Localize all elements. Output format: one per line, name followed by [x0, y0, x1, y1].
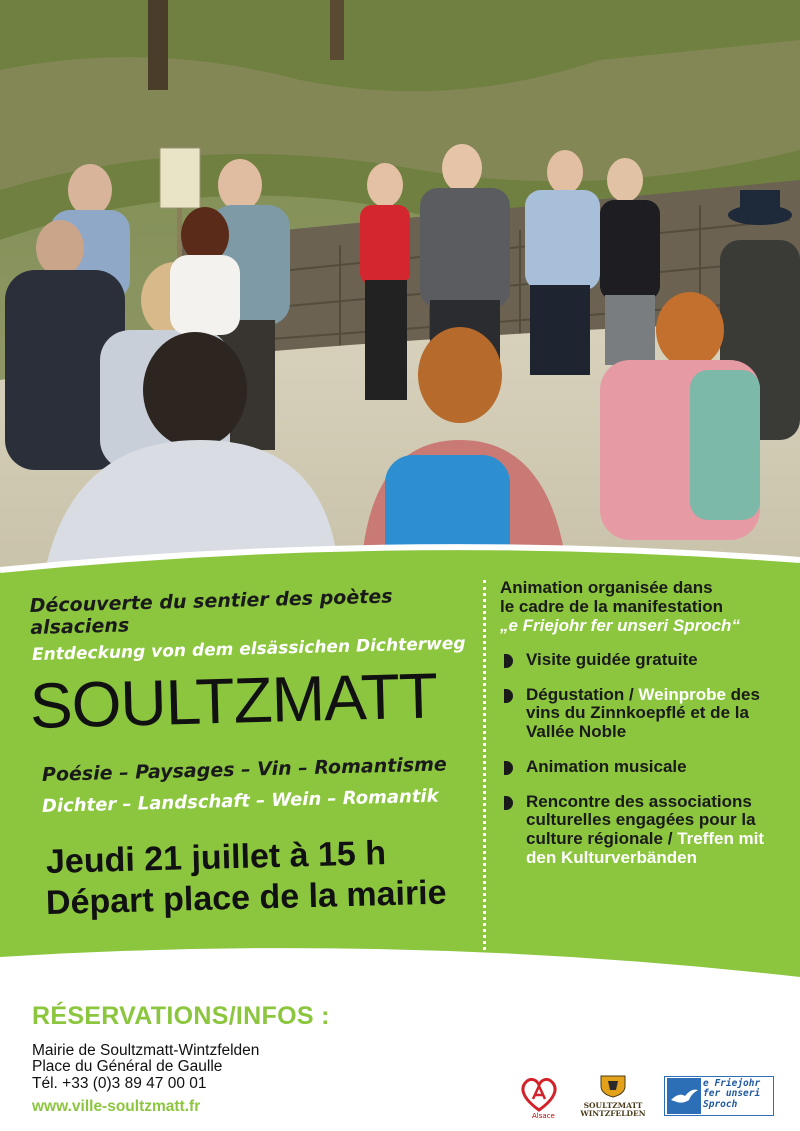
alsace-logo — [516, 1074, 562, 1118]
intro-quote: „e Friejohr fer unseri Sproch“ — [500, 616, 740, 636]
program-intro — [500, 578, 780, 635]
program-column — [500, 578, 780, 883]
friejohr-line-3: Sproch — [703, 1098, 738, 1110]
website-link[interactable]: www.ville-soultzmatt.fr — [32, 1097, 201, 1115]
list-item-text: Animation musicale — [526, 756, 687, 776]
friejohr-logo-text — [703, 1079, 760, 1110]
bullet-icon — [504, 689, 513, 703]
bullet-icon — [504, 761, 513, 775]
contact-phone: Tél. +33 (0)3 89 47 00 01 — [32, 1074, 207, 1092]
friejohr-line-1: e Friejohr — [703, 1078, 761, 1089]
departure-location: Départ place de la mairie — [45, 873, 447, 923]
reservations-info — [32, 1002, 492, 1116]
event-details — [29, 585, 480, 923]
list-item — [500, 758, 780, 777]
dotted-divider — [483, 580, 486, 980]
list-item-text: Rencontre des associations culturelles engagées pour la culture régionale / — [526, 791, 756, 848]
alsace-logo-text: Alsace — [532, 1112, 555, 1120]
program-list — [500, 651, 780, 867]
contact-address: Place du Général de Gaulle — [32, 1058, 223, 1076]
subtitle-french: Découverte du sentier des poètes alsaciens — [29, 585, 393, 639]
intro-line-2: le cadre de la manifestation — [500, 597, 723, 617]
soultzmatt-logo-line-2: WINTZFELDEN — [580, 1108, 646, 1118]
intro-line-1: Animation organisée dans — [500, 578, 713, 597]
bullet-icon — [504, 654, 513, 668]
friejohr-line-2: fer unseri — [703, 1088, 761, 1100]
list-item-text-continued: des vins du Zinnkoepflé et de la Vallée Noble — [526, 684, 760, 742]
coat-of-arms-icon — [598, 1074, 628, 1098]
list-item-highlight: Treffen mit den Kulturverbänden — [526, 828, 765, 867]
list-item-highlight: Weinprobe — [638, 684, 726, 704]
list-item — [500, 793, 780, 868]
subtitle-german: Entdeckung von dem elsässichen Dichterweg — [31, 633, 466, 665]
contact-name: Mairie de Soultzmatt-Wintzfelden — [32, 1042, 260, 1059]
keywords-french: Poésie – Paysages – Vin – Romantisme — [41, 753, 448, 787]
keywords-german: Dichter – Landschaft – Wein – Romantik — [41, 785, 439, 818]
partner-logos — [510, 1070, 790, 1120]
soultzmatt-logo-line-1: SOULTZMATT — [583, 1101, 643, 1110]
soultzmatt-logo — [572, 1074, 654, 1118]
bullet-icon — [504, 796, 513, 810]
alsace-heart-icon — [516, 1074, 562, 1114]
event-date: Jeudi 21 juillet à 15 h — [45, 834, 387, 882]
friejohr-logo — [664, 1076, 774, 1116]
list-item — [500, 651, 780, 670]
list-item-text: Visite guidée gratuite — [526, 650, 698, 670]
swallow-icon — [667, 1078, 701, 1114]
infos-title: RÉSERVATIONS/INFOS : — [32, 1002, 330, 1030]
list-item-text: Dégustation / — [526, 684, 639, 704]
page-title: SOULTZMATT — [29, 659, 438, 742]
list-item — [500, 686, 780, 742]
